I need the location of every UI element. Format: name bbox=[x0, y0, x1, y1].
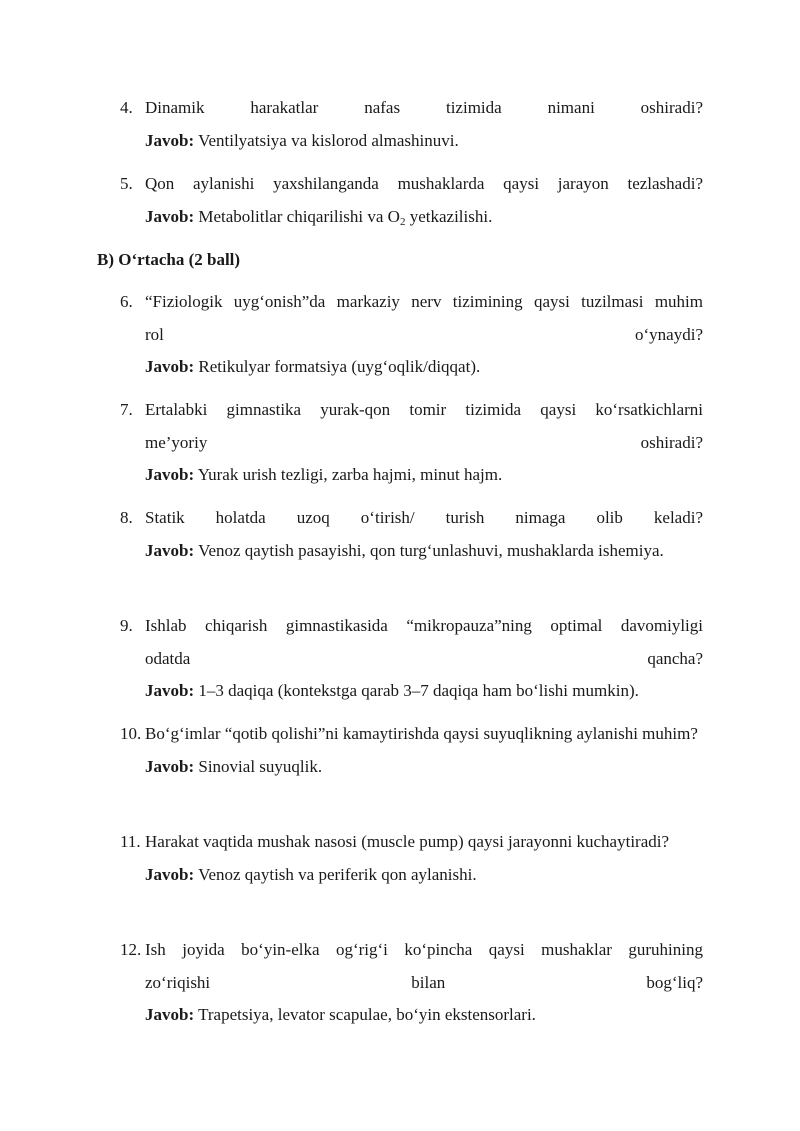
answer-label: Javob: bbox=[145, 130, 195, 150]
question-line-2: rol o‘ynaydi? bbox=[145, 324, 703, 344]
question-line-2: odatda qancha? bbox=[145, 648, 703, 668]
answer-label: Javob: bbox=[145, 206, 195, 226]
answer-label: Javob: bbox=[145, 1005, 195, 1024]
item-number: 7. bbox=[120, 400, 133, 419]
answer-line bbox=[145, 459, 703, 492]
answer-label: Javob: bbox=[145, 756, 195, 776]
item-number: 10. bbox=[120, 724, 142, 743]
answer-text-post: yetkazilishi. bbox=[405, 206, 493, 226]
answer-text: Venoz qaytish pasayishi, qon turg‘unlashuvi, mushaklarda ishemiya. bbox=[198, 540, 664, 560]
subscript-2: 2 bbox=[399, 215, 406, 228]
list-item bbox=[120, 286, 703, 384]
list-item bbox=[120, 718, 703, 783]
list-item bbox=[120, 502, 703, 567]
item-number: 8. bbox=[120, 508, 133, 527]
answer-text: 1–3 daqiqa (kontekstga qarab 3–7 daqiqa ham bo‘lishi mumkin). bbox=[198, 681, 639, 700]
item-number: 6. bbox=[120, 292, 133, 311]
question-line-1: “Fiziologik uyg‘onish”da markaziy nerv tizimining qaysi tuzilmasi muhim bbox=[145, 292, 703, 311]
answer-text: Retikulyar formatsiya (uyg‘oqlik/diqqat). bbox=[198, 357, 481, 376]
answer-line bbox=[145, 201, 703, 234]
question-text: Harakat vaqtida mushak nasosi (muscle pump) qaysi jarayonni kuchaytiradi? bbox=[145, 832, 670, 851]
question-line-1: Ertalabki gimnastika yurak-qon tomir tizimida qaysi ko‘rsatkichlarni bbox=[145, 400, 703, 419]
answer-text: Yurak urish tezligi, zarba hajmi, minut hajm. bbox=[197, 465, 503, 484]
answer-line bbox=[145, 675, 703, 708]
answer-label: Javob: bbox=[145, 357, 195, 376]
question-text: Qon aylanishi yaxshilanganda mushaklarda qaysi jarayon tezlashadi? bbox=[145, 174, 703, 193]
answer-text-pre: Metabolitlar chiqarilishi va O bbox=[198, 206, 400, 226]
item-number: 11. bbox=[120, 832, 141, 851]
answer-line bbox=[145, 999, 703, 1032]
question-line-2: zo‘riqishi bilan bog‘liq? bbox=[145, 972, 703, 992]
answer-text: Venoz qaytish va periferik qon aylanishi. bbox=[198, 864, 477, 884]
item-number: 9. bbox=[120, 616, 133, 635]
question-text: Bo‘g‘imlar “qotib qolishi”ni kamaytirishda qaysi suyuqlikning aylanishi muhim? bbox=[145, 724, 698, 743]
answer-label: Javob: bbox=[145, 465, 195, 484]
answer-line bbox=[145, 351, 703, 384]
answer-label: Javob: bbox=[145, 540, 195, 560]
list-item bbox=[120, 934, 703, 1032]
question-text: Dinamik harakatlar nafas tizimida nimani oshiradi? bbox=[145, 98, 703, 117]
answer-line bbox=[145, 751, 703, 784]
question-line-1: Ish joyida bo‘yin-elka og‘rig‘i ko‘pincha qaysi mushaklar guruhining bbox=[145, 940, 703, 959]
answer-line bbox=[145, 859, 703, 892]
list-item bbox=[120, 610, 703, 708]
answer-text: Trapetsiya, levator scapulae, bo‘yin ekstensorlari. bbox=[198, 1005, 536, 1024]
item-number: 5. bbox=[120, 174, 133, 193]
answer-text: Sinovial suyuqlik. bbox=[198, 756, 323, 776]
list-item bbox=[120, 168, 703, 233]
question-line-1: Ishlab chiqarish gimnastikasida “mikropauza”ning optimal davomiyligi bbox=[145, 616, 703, 635]
answer-text: Ventilyatsiya va kislorod almashinuvi. bbox=[198, 130, 459, 150]
list-item bbox=[120, 826, 703, 891]
list-item bbox=[120, 394, 703, 492]
question-text: Statik holatda uzoq o‘tirish/ turish nimaga olib keladi? bbox=[145, 508, 703, 527]
item-number: 4. bbox=[120, 98, 133, 117]
question-line-2: me’yoriy oshiradi? bbox=[145, 432, 703, 452]
item-number: 12. bbox=[120, 940, 142, 959]
answer-line bbox=[145, 125, 703, 158]
answer-label: Javob: bbox=[145, 681, 195, 700]
answer-label: Javob: bbox=[145, 864, 195, 884]
list-item bbox=[120, 92, 703, 157]
answer-line bbox=[145, 535, 703, 568]
section-heading: B) O‘rtacha (2 ball) bbox=[97, 250, 241, 269]
